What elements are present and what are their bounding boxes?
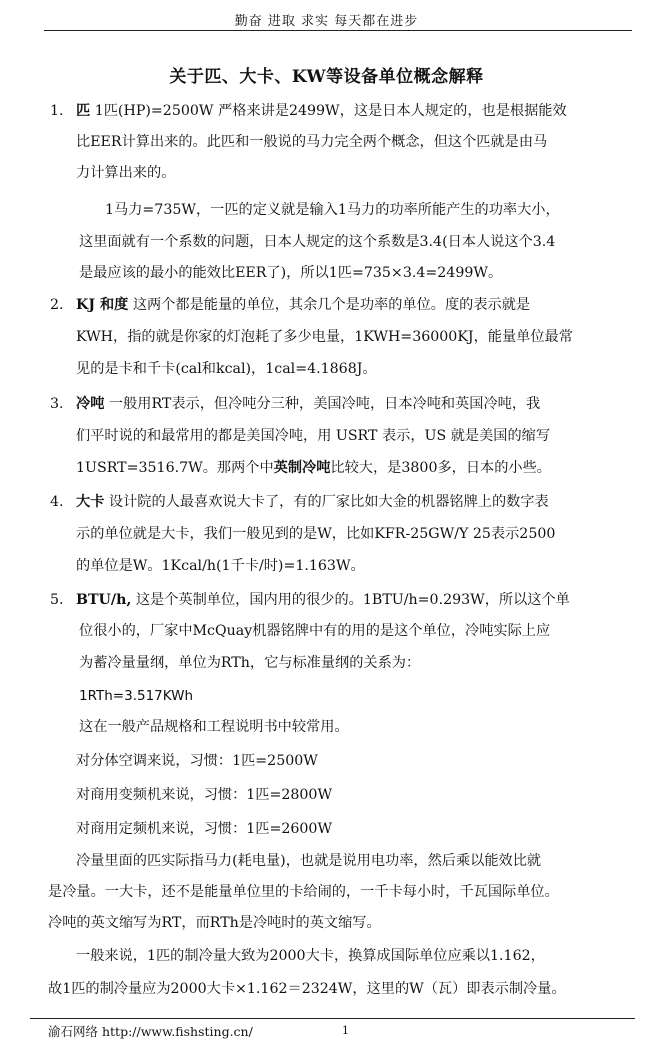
item-1-line-5: 这里面就有一个系数的问题，日本人规定的这个系数是3.4(日本人说这个3.4 <box>79 234 556 250</box>
item-3-text-b: 比较大，是3800多，日本的小些。 <box>330 460 551 476</box>
item-1-term: 匹 <box>76 103 91 119</box>
paragraph-line-1: 冷量里面的匹实际指马力(耗电量)，也就是说用电功率，然后乘以能效比就 <box>76 853 542 869</box>
item-4-term: 大卡 <box>76 494 105 510</box>
item-1-text: 1匹(HP)=2500W 严格来讲是2499W，这是日本人规定的，也是根据能效 <box>90 103 567 119</box>
item-2-line-3: 见的是卡和千卡(cal和kcal)，1cal=4.1868J。 <box>76 361 377 377</box>
item-3-emphasis: 英制冷吨 <box>273 460 331 476</box>
item-2-line-2: KWH，指的就是你家的灯泡耗了多少电量，1KWH=36000KJ，能量单位最常 <box>76 329 573 345</box>
paragraph-line-3: 冷吨的英文缩写为RT，而RTh是冷吨时的英文缩写。 <box>48 915 381 931</box>
item-3-text-a: 1USRT=3516.7W。那两个中 <box>76 460 274 476</box>
item-1-number: 1. <box>50 103 64 119</box>
item-5-term: BTU/h, <box>76 592 132 608</box>
habit-commercial-fixed: 对商用定频机来说，习惯：1匹=2600W <box>76 821 333 837</box>
footer-rule <box>30 1018 635 1019</box>
item-1-line-6: 是最应该的最小的能效比EER了)，所以1匹=735×3.4=2499W。 <box>79 265 503 281</box>
document-title: 关于匹、大卡、KW等设备单位概念解释 <box>169 67 484 87</box>
item-5-line-1 <box>76 590 570 610</box>
habit-split-ac: 对分体空调来说，习惯：1匹=2500W <box>76 753 318 769</box>
item-1-line-3: 力计算出来的。 <box>76 165 176 181</box>
item-4-line-2: 示的单位就是大卡，我们一般见到的是W，比如KFR-25GW/Y 25表示2500 <box>76 526 556 542</box>
footer-site: 渝石网络 http://www.fishsting.cn/ <box>48 1024 253 1039</box>
header-rule <box>44 30 632 31</box>
item-1-line-4: 1马力=735W，一匹的定义就是输入1马力的功率所能产生的功率大小， <box>105 202 560 218</box>
item-1-line-1 <box>76 101 567 121</box>
item-1-line-2: 比EER计算出来的。此匹和一般说的马力完全两个概念，但这个匹就是由马 <box>76 134 548 150</box>
item-2-line-1 <box>76 295 530 315</box>
item-3-line-3 <box>76 458 551 478</box>
habit-commercial-inverter: 对商用变频机来说，习惯：1匹=2800W <box>76 787 333 803</box>
item-5-line-5: 这在一般产品规格和工程说明书中较常用。 <box>79 719 349 735</box>
item-3-line-2: 们平时说的和最常用的都是美国冷吨，用 USRT 表示，US 就是美国的缩写 <box>76 428 551 444</box>
item-4-number: 4. <box>50 494 64 510</box>
item-5-text: 这是个英制单位，国内用的很少的。1BTU/h=0.293W，所以这个单 <box>131 592 570 608</box>
page-number: 1 <box>342 1024 349 1037</box>
page-header: 勤奋 进取 求实 每天都在进步 <box>234 14 419 29</box>
item-2-number: 2. <box>50 297 64 313</box>
paragraph-line-4: 一般来说，1匹的制冷量大致为2000大卡，换算成国际单位应乘以1.162， <box>76 948 545 964</box>
item-2-text: 这两个都是能量的单位，其余几个是功率的单位。度的表示就是 <box>128 297 531 313</box>
item-3-text: 一般用RT表示，但冷吨分三种，美国冷吨，日本冷吨和英国冷吨，我 <box>104 396 541 412</box>
item-3-term: 冷吨 <box>76 396 105 412</box>
paragraph-line-2: 是冷量。一大卡，还不是能量单位里的卡给闹的，一千卡每小时，千瓦国际单位。 <box>48 884 559 900</box>
item-3-number: 3. <box>50 396 64 412</box>
item-5-number: 5. <box>50 592 64 608</box>
item-5-line-4: 1RTh=3.517KWh <box>79 688 194 704</box>
item-4-line-1 <box>76 492 549 512</box>
paragraph-line-5: 故1匹的制冷量应为2000大卡×1.162＝2324W，这里的W（瓦）即表示制冷量。 <box>48 981 566 997</box>
item-5-line-3: 为蓄冷量量纲，单位为RTh，它与标准量纲的关系为： <box>79 655 421 671</box>
item-4-text: 设计院的人最喜欢说大卡了，有的厂家比如大金的机器铭牌上的数字表 <box>104 494 549 510</box>
item-5-line-2: 位很小的，厂家中McQuay机器铭牌中有的用的是这个单位，冷吨实际上应 <box>79 623 551 639</box>
item-2-term: KJ 和度 <box>76 297 129 313</box>
item-4-line-3: 的单位是W。1Kcal/h(1千卡/时)=1.163W。 <box>76 558 365 574</box>
item-3-line-1 <box>76 394 540 414</box>
